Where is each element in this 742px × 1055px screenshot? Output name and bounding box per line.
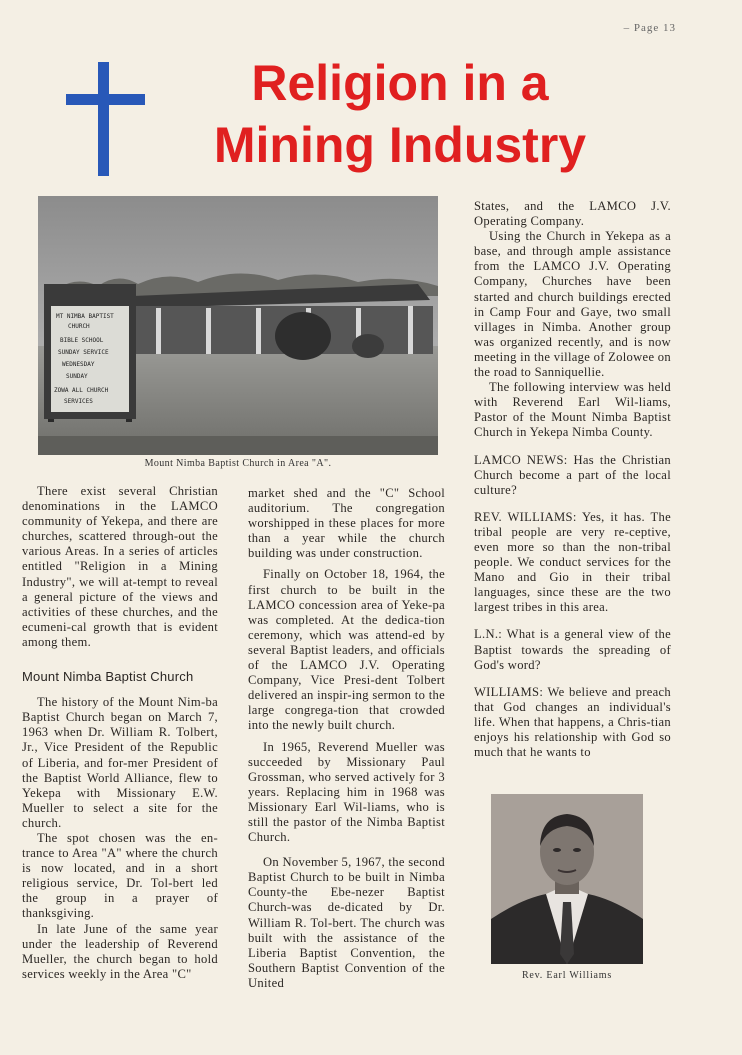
sign-line-3: BIBLE SCHOOL bbox=[60, 337, 104, 344]
sign-line-2: CHURCH bbox=[68, 323, 90, 330]
paragraph: States, and the LAMCO J.V. Operating Company. bbox=[474, 199, 671, 229]
paragraph: There exist several Christian denominations in the LAMCO community of Yekepa, and there are churches, scattered through-out the various Areas. In a series of articles entitled "Religion in a Mining Industry", we will at-tempt to reveal a general picture of the views and activities of these churches, and the ecumeni-cal growth that is evident among them. bbox=[22, 484, 218, 649]
portrait-caption: Rev. Earl Williams bbox=[521, 970, 613, 981]
paragraph: Finally on October 18, 1964, the first church to be built in the LAMCO concession area of Yeke-pa was completed. At the dedica-tion ceremony, which was attend-ed by several Baptist leaders, and officials of the LAMCO J.V. Operating Company, Vice Presi-dent Tolbert delivered an inspir-ing sermon to the large congrega-tion that crowded into the newly built church. bbox=[248, 567, 445, 733]
sign-line-1: MT NIMBA BAPTIST bbox=[56, 313, 114, 320]
title-line-2: Mining Industry bbox=[213, 117, 587, 173]
page-number: – Page 13 bbox=[623, 22, 676, 34]
portrait-photo bbox=[491, 794, 643, 964]
sign-line-4: SUNDAY SERVICE bbox=[58, 349, 109, 356]
paragraph: The history of the Mount Nim-ba Baptist Church began on March 7, 1963 when Dr. William R. Tolbert, Jr., Vice President of the Republic of Liberia, and for-mer President of the Baptist World Alliance, flew to Yekepa with Missionary E.W. Mueller to select a site for the church. bbox=[22, 695, 218, 830]
interview-question: L.N.: What is a general view of the Baptist towards the spreading of God's word? bbox=[474, 627, 671, 672]
interview-answer: REV. WILLIAMS: Yes, it has. The tribal people are very re-ceptive, even more so than the non-tribal people. We conduct services for the Mano and Gio in their tribal languages, since these are the two largest tribes in this area. bbox=[474, 509, 671, 615]
paragraph: The following interview was held with Reverend Earl Wil-liams, Pastor of the Mount Nimba Baptist Church in Yekepa Nimba County. bbox=[474, 380, 671, 440]
article-column-3 bbox=[474, 199, 671, 760]
photo-caption: Mount Nimba Baptist Church in Area "A". bbox=[144, 458, 332, 469]
sign-line-6: SUNDAY bbox=[66, 373, 88, 380]
paragraph: In 1965, Reverend Mueller was succeeded by Missionary Paul Grossman, who served actively for 3 years. Replacing him in 1968 was Missionary Earl Wil-liams, who is still the pastor of the Nimba Baptist Church. bbox=[248, 739, 445, 845]
paragraph: market shed and the "C" School auditorium. The congregation worshipped in these places for more than a year while the church building was under construction. bbox=[248, 486, 445, 561]
article-column-2 bbox=[248, 486, 445, 991]
church-photo bbox=[38, 196, 438, 455]
sign-line-5: WEDNESDAY bbox=[62, 361, 95, 368]
paragraph: Using the Church in Yekepa as a base, and through ample assistance from the LAMCO J.V. Operating Company, Churches have been started and church buildings erected in Camp Four and Gaye, two small villages in Nimba. Another group was organized recently, and is now meeting in the village of Zolowee on the road to Sanniquellie. bbox=[474, 229, 671, 380]
sign-line-8: SERVICES bbox=[64, 398, 93, 405]
paragraph: In late June of the same year under the leadership of Reverend Mueller, the church began to hold services weekly in the Area "C" bbox=[22, 921, 218, 981]
paragraph: The spot chosen was the en-trance to Area "A" where the church is now located, and in a short religious service, Dr. Tol-bert led the group in a prayer of thanksgiving. bbox=[22, 830, 218, 921]
section-heading: Mount Nimba Baptist Church bbox=[22, 669, 194, 685]
interview-answer: WILLIAMS: We believe and preach that God changes an individual's life. When that happens, a Chris-tian enjoys his relationship with God so much that he wants to bbox=[474, 684, 671, 760]
paragraph: On November 5, 1967, the second Baptist Church to be built in Nimba County-the Ebe-nezer Baptist Church-was de-dicated by Dr. William R. Tol-bert. The church was built with the assistance of the Liberia Baptist Convention, the Southern Baptist Convention of the United bbox=[248, 855, 445, 990]
title-line-1: Religion in a bbox=[251, 55, 549, 111]
article-title bbox=[150, 52, 650, 176]
sign-line-7: ZOWA ALL CHURCH bbox=[54, 387, 109, 394]
article-column-1 bbox=[22, 484, 218, 982]
interview-question: LAMCO NEWS: Has the Christian Church become a part of the local culture? bbox=[474, 452, 671, 497]
